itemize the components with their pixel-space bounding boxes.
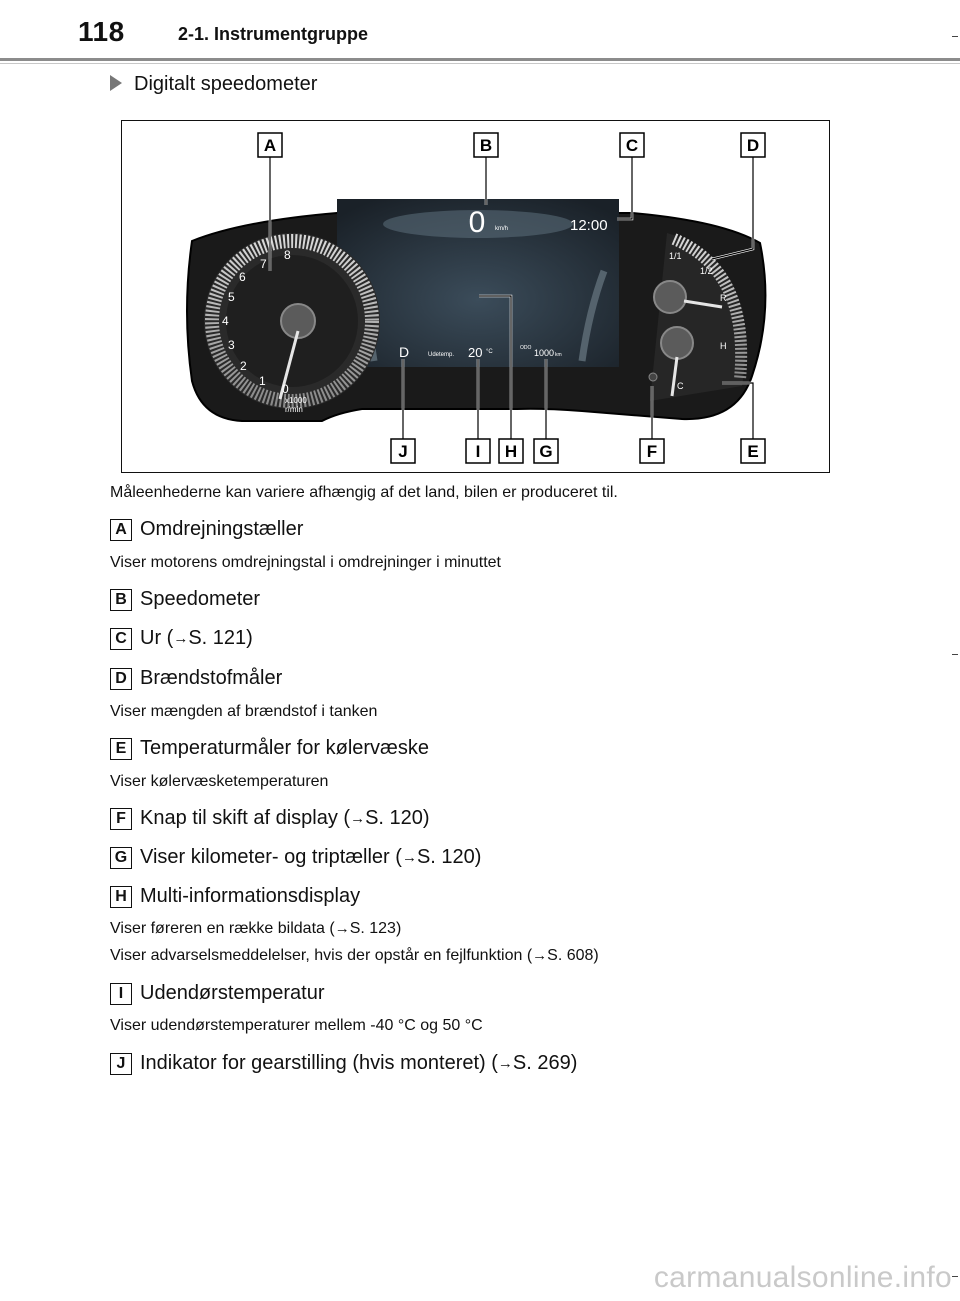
- outside-temp-readout: 20: [468, 345, 483, 360]
- item-f: [110, 807, 430, 830]
- svg-text:C: C: [625, 136, 639, 155]
- item-label: Knap til skift af display (: [140, 807, 351, 829]
- svg-text:A: A: [263, 136, 277, 155]
- fuel-half-label: 1/2: [700, 266, 713, 276]
- letter-badge: I: [110, 983, 132, 1005]
- letter-badge: D: [110, 668, 132, 690]
- item-d-desc: Viser mængden af brændstof i tanken: [110, 703, 378, 720]
- temp-c-label: C: [677, 381, 684, 391]
- item-j: [110, 1052, 577, 1075]
- callout-d: [741, 133, 765, 157]
- callout-i: [466, 439, 490, 463]
- callout-a: [258, 133, 282, 157]
- item-ref: S. 120): [365, 807, 430, 829]
- item-e-desc: Viser kølervæsketemperaturen: [110, 773, 329, 790]
- item-label: Omdrejningstæller: [140, 518, 304, 540]
- item-label: Speedometer: [140, 588, 261, 610]
- clock-readout: 12:00: [570, 217, 608, 234]
- letter-badge: F: [110, 808, 132, 830]
- item-label: Ur (: [140, 627, 174, 649]
- figure-caption: Måleenhederne kan variere afhængig af det land, bilen er produceret til.: [110, 484, 618, 501]
- tach-unit: r/min: [285, 405, 303, 414]
- item-label: Temperaturmåler for kølervæske: [140, 737, 429, 759]
- margin-tick: [952, 36, 958, 37]
- item-a-desc: Viser motorens omdrejningstal i omdrejninger i minuttet: [110, 554, 501, 571]
- item-ref: S. 120): [416, 846, 482, 868]
- callout-e: [741, 439, 765, 463]
- tach-number: 0: [282, 382, 289, 396]
- callout-c: [620, 133, 644, 157]
- page-number: 118: [78, 16, 125, 47]
- item-b: [110, 588, 260, 611]
- item-c: [110, 627, 253, 650]
- outside-temp-label: Udetemp.: [428, 352, 455, 358]
- speed-readout: 0: [468, 206, 486, 239]
- letter-badge: B: [110, 589, 132, 611]
- outside-temp-unit: °C: [486, 349, 493, 355]
- svg-text:I: I: [475, 442, 481, 461]
- page-header: [0, 0, 960, 66]
- item-d: [110, 667, 282, 690]
- item-i: [110, 982, 325, 1005]
- svg-text:H: H: [504, 442, 518, 461]
- arrow-icon: →: [532, 947, 548, 964]
- letter-badge: H: [110, 886, 132, 908]
- temp-h-label: H: [720, 341, 727, 351]
- section-title: 2-1. Instrumentgruppe: [178, 24, 369, 44]
- letter-badge: A: [110, 519, 132, 541]
- item-a: [110, 518, 303, 541]
- letter-badge: C: [110, 628, 132, 650]
- arrow-icon: →: [173, 630, 189, 647]
- gear-readout: D: [399, 344, 410, 360]
- odo-readout: 1000: [534, 348, 555, 358]
- tach-number: 5: [228, 290, 235, 304]
- fuel-full-label: 1/1: [669, 251, 682, 261]
- svg-text:G: G: [539, 442, 553, 461]
- header-rule: [0, 58, 960, 61]
- item-ref: S. 121): [188, 627, 253, 649]
- item-i-desc: Viser udendørstemperaturer mellem -40 °C og 50 °C: [110, 1017, 483, 1034]
- item-label: Brændstofmåler: [140, 667, 283, 689]
- callout-b: [474, 133, 498, 157]
- tachometer-gauge: [204, 233, 380, 409]
- tach-number: 1: [259, 374, 266, 388]
- svg-text:E: E: [747, 442, 759, 461]
- item-h-desc2: Viser advarselsmeddelelser, hvis der opstår en fejlfunktion (→S. 608): [110, 947, 599, 964]
- item-ref: S. 269): [512, 1052, 578, 1074]
- triangle-bullet-icon: [110, 75, 122, 91]
- letter-badge: G: [110, 847, 132, 869]
- svg-text:B: B: [479, 136, 493, 155]
- item-label: Udendørstemperatur: [140, 982, 325, 1004]
- tach-number: 6: [239, 270, 246, 284]
- item-h-desc: Viser føreren en række bildata (→S. 123): [110, 920, 402, 937]
- svg-text:J: J: [398, 442, 408, 461]
- callout-h: [499, 439, 523, 463]
- item-h: [110, 885, 360, 908]
- arrow-icon: →: [401, 849, 417, 866]
- tach-number: 2: [240, 359, 247, 373]
- item-label: Indikator for gearstilling (hvis monteret) (: [140, 1052, 498, 1074]
- margin-tick: [952, 1276, 958, 1277]
- svg-text:D: D: [746, 136, 760, 155]
- svg-text:F: F: [646, 442, 658, 461]
- callout-f: [640, 439, 664, 463]
- arrow-icon: →: [350, 810, 366, 827]
- odo-unit: km: [555, 352, 562, 358]
- item-g: [110, 846, 481, 869]
- item-label: Viser kilometer- og triptæller (: [140, 846, 402, 868]
- letter-badge: E: [110, 738, 132, 760]
- instrument-cluster-figure: [121, 120, 830, 473]
- subheading: Digitalt speedometer: [110, 73, 317, 96]
- odo-label: ODO: [520, 345, 532, 351]
- item-e: [110, 737, 429, 760]
- arrow-icon: →: [334, 920, 350, 937]
- tach-number: 3: [228, 338, 235, 352]
- letter-badge: J: [110, 1053, 132, 1075]
- callout-g: [534, 439, 558, 463]
- cluster-illustration: [122, 121, 831, 474]
- arrow-icon: →: [497, 1055, 513, 1072]
- fuel-r-label: R: [720, 293, 727, 303]
- item-label: Multi-informationsdisplay: [140, 885, 361, 907]
- callout-j: [391, 439, 415, 463]
- tach-unit: x1000: [285, 396, 307, 405]
- watermark: carmanualsonline.info: [653, 1261, 952, 1294]
- tach-number: 8: [284, 248, 291, 262]
- tach-number: 7: [260, 257, 267, 271]
- tach-number: 4: [222, 314, 229, 328]
- margin-tick: [952, 654, 958, 655]
- speed-unit: km/h: [495, 226, 509, 232]
- header-rule-thin: [0, 63, 960, 64]
